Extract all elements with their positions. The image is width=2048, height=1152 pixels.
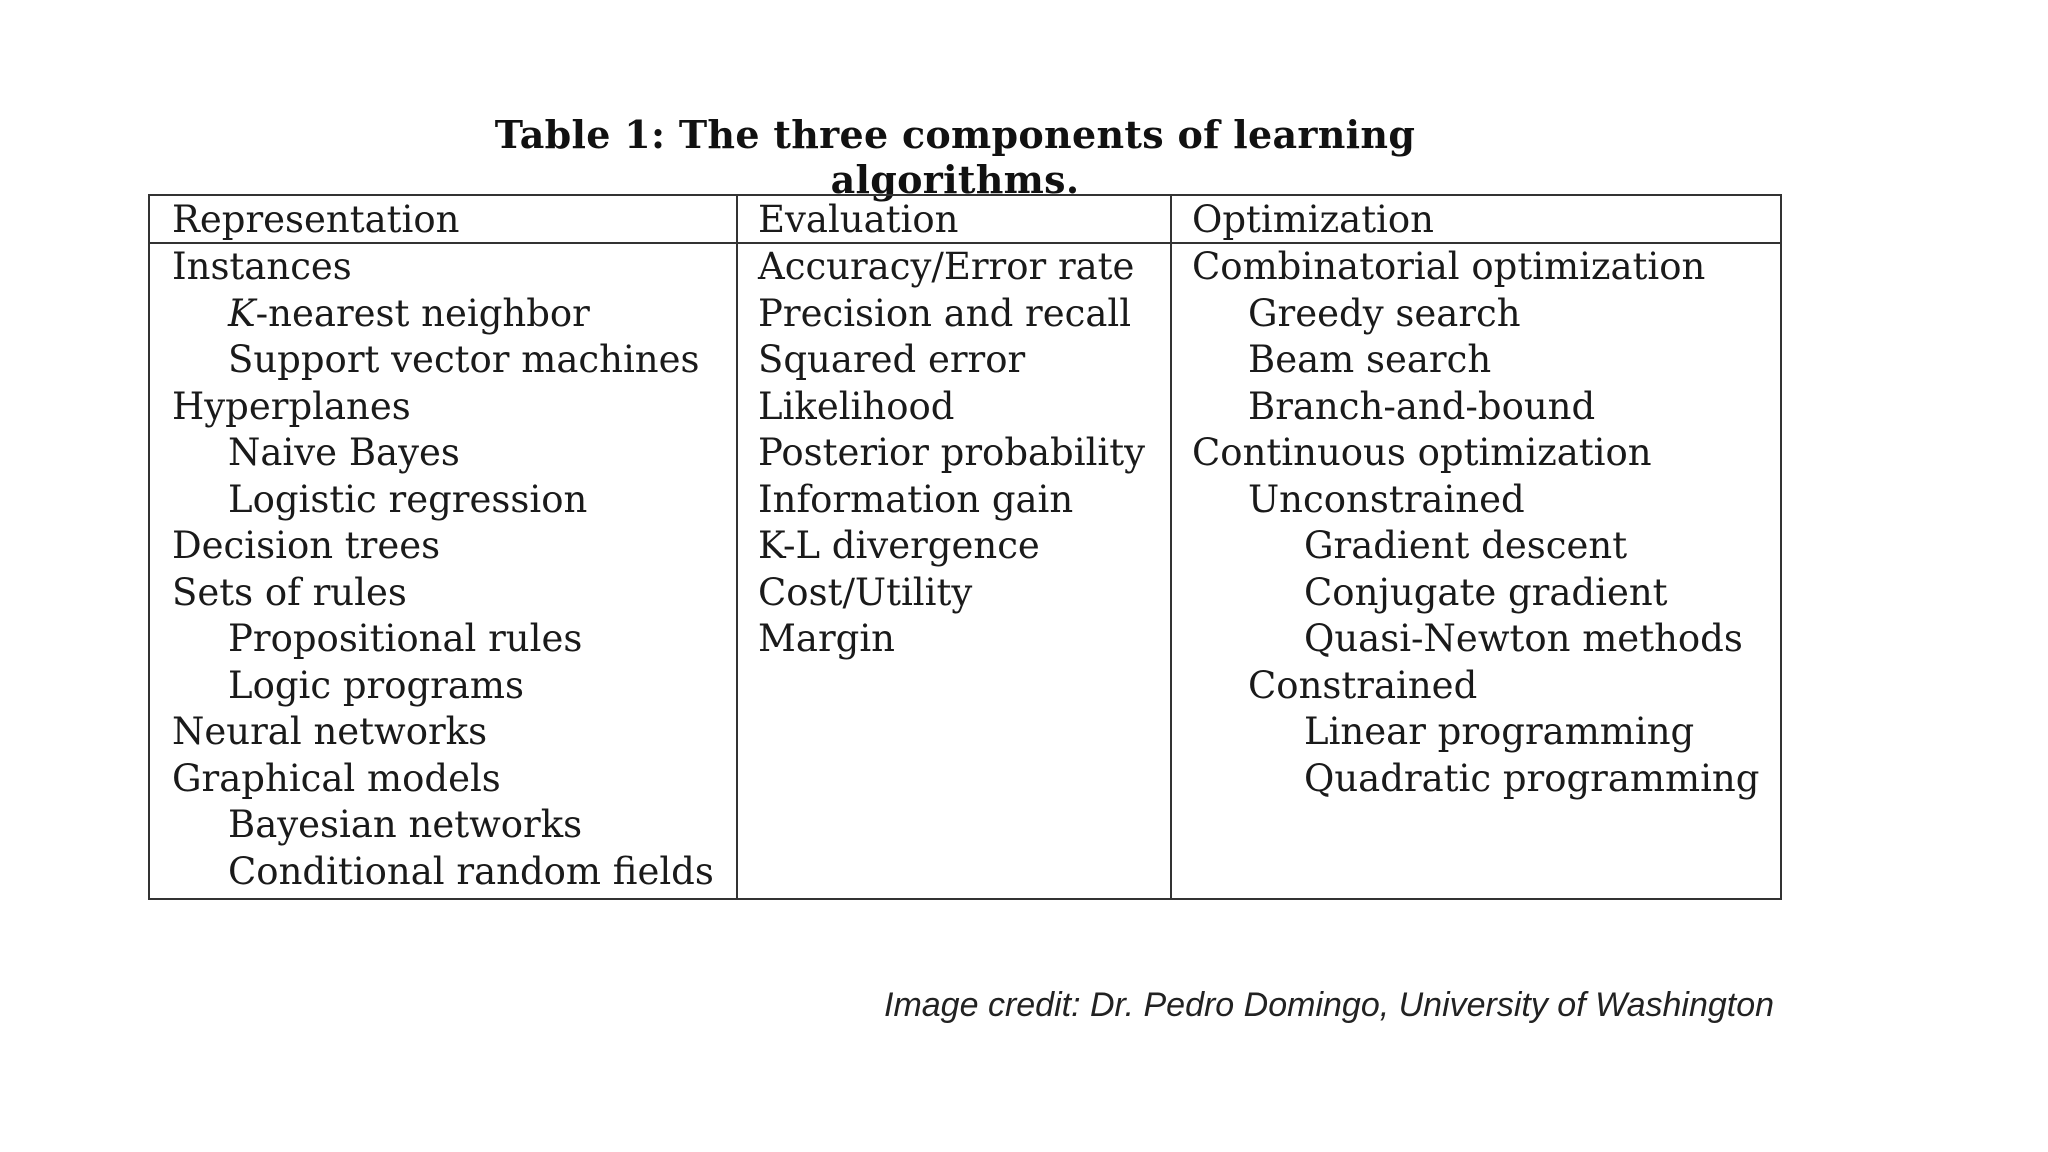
representation-item: Naive Bayes xyxy=(228,431,460,474)
optimization-item: Combinatorial optimization xyxy=(1192,245,1706,288)
representation-header: Representation xyxy=(172,198,460,241)
representation-item: Hyperplanes xyxy=(172,384,411,428)
representation-item: Logic programs xyxy=(228,663,524,707)
optimization-item: Constrained xyxy=(1248,663,1478,707)
evaluation-item: Margin xyxy=(758,617,895,660)
representation-item: Neural networks xyxy=(172,710,488,753)
optimization-item: Gradient descent xyxy=(1304,524,1628,567)
optimization-header: Optimization xyxy=(1192,198,1434,241)
representation-item: Decision trees xyxy=(172,524,441,567)
evaluation-list xyxy=(758,244,1145,663)
evaluation-item: K-L divergence xyxy=(758,524,1040,567)
evaluation-item: Precision and recall xyxy=(758,291,1132,335)
evaluation-header: Evaluation xyxy=(758,198,959,241)
representation-item: Bayesian networks xyxy=(228,803,583,846)
representation-item: Propositional rules xyxy=(228,617,583,660)
optimization-list xyxy=(1192,244,1759,802)
representation-item: K-nearest neighbor xyxy=(228,291,590,335)
optimization-item: Branch-and-bound xyxy=(1248,384,1596,428)
representation-list xyxy=(172,244,714,895)
optimization-item: Linear programming xyxy=(1304,710,1695,753)
column-divider-1 xyxy=(736,196,738,898)
representation-item: Support vector machines xyxy=(228,338,700,381)
table-caption: Table 1: The three components of learning algorithms. xyxy=(494,112,1416,202)
representation-item: Logistic regression xyxy=(228,477,588,521)
evaluation-item: Accuracy/Error rate xyxy=(758,245,1135,288)
representation-item: Graphical models xyxy=(172,756,501,800)
components-table xyxy=(148,194,1782,900)
optimization-item: Greedy search xyxy=(1248,291,1521,335)
optimization-item: Quadratic programming xyxy=(1304,756,1760,800)
evaluation-item: Squared error xyxy=(758,338,1026,381)
representation-item: Sets of rules xyxy=(172,570,407,614)
column-divider-2 xyxy=(1170,196,1172,898)
evaluation-item: Likelihood xyxy=(758,384,955,428)
evaluation-item: Cost/Utility xyxy=(758,570,973,614)
optimization-item: Continuous optimization xyxy=(1192,431,1652,474)
image-credit: Image credit: Dr. Pedro Domingo, University of Washington xyxy=(884,986,1775,1024)
representation-item: Instances xyxy=(172,245,352,288)
evaluation-item: Posterior probability xyxy=(758,431,1146,474)
optimization-item: Quasi-Newton methods xyxy=(1304,617,1743,660)
evaluation-item: Information gain xyxy=(758,477,1074,521)
representation-item: Conditional random fields xyxy=(228,849,714,893)
optimization-item: Unconstrained xyxy=(1248,477,1525,521)
optimization-item: Conjugate gradient xyxy=(1304,570,1668,614)
optimization-item: Beam search xyxy=(1248,338,1492,381)
